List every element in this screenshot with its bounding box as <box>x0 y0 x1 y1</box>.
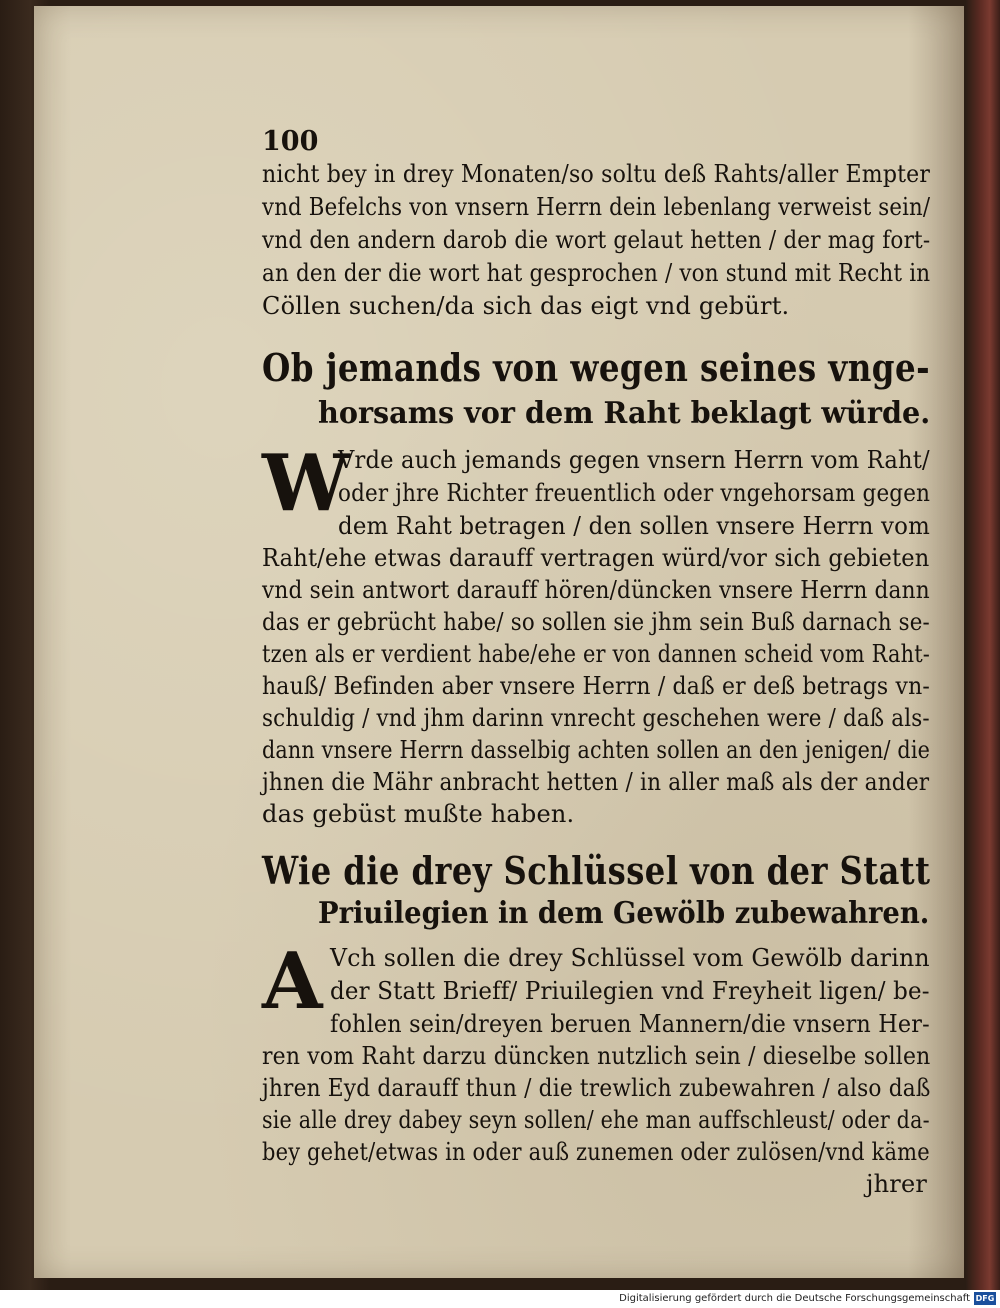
text-line: Cöllen suchen/da sich das eigt vnd gebürt. <box>262 292 790 320</box>
dfg-logo-icon: DFG <box>975 1294 995 1303</box>
section-heading-cont: Priuilegien in dem Gewölb zubewahren. <box>318 896 930 931</box>
footer-credit: Digitalisierung gefördert durch die Deutsche Forschungsgemeinschaft <box>619 1293 970 1304</box>
catchword: jhrer <box>866 1170 928 1198</box>
text-line: jhnen die Mähr anbracht hetten / in aller maß als der ander <box>262 768 930 796</box>
drop-cap: A <box>262 936 323 1027</box>
text-line: bey gehet/etwas in oder auß zunemen oder zulösen/vnd käme <box>262 1138 930 1166</box>
text-line: vnd den andern darob die wort gelaut hetten / der mag fort- <box>262 226 931 254</box>
text-line: dann vnsere Herrn dasselbig achten sollen an den jenigen/ die <box>262 736 931 764</box>
text-line: vnd sein antwort darauff hören/düncken vnsere Herrn dann <box>262 576 930 604</box>
text-line: sie alle drey dabey seyn sollen/ ehe man auffschleust/ oder da- <box>262 1106 930 1134</box>
text-line: dem Raht betragen / den sollen vnsere Herrn vom <box>338 512 931 540</box>
text-line: Vch sollen die drey Schlüssel vom Gewölb darinn <box>330 944 930 972</box>
text-line: jhren Eyd darauff thun / die trewlich zubewahren / also daß <box>262 1074 931 1102</box>
text-line: schuldig / vnd jhm darinn vnrecht geschehen were / daß als- <box>262 704 930 732</box>
drop-cap: W <box>262 438 350 529</box>
text-line: der Statt Brieff/ Priuilegien vnd Freyheit ligen/ be- <box>330 977 930 1005</box>
text-line: das er gebrücht habe/ so sollen sie jhm sein Buß darnach se- <box>262 608 930 636</box>
text-line: oder jhre Richter freuentlich oder vngehorsam gegen <box>338 479 931 507</box>
text-line: nicht bey in drey Monaten/so soltu deß Rahts/aller Empter <box>262 160 931 188</box>
text-line: vnd Befelchs von vnsern Herrn dein lebenlang verweist sein/ <box>262 193 931 221</box>
book-spine <box>966 0 1000 1290</box>
text-line: ren vom Raht darzu düncken nutzlich sein / dieselbe sollen <box>262 1042 931 1070</box>
page-number: 100 <box>262 126 319 157</box>
text-line: hauß/ Befinden aber vnsere Herrn / daß er deß betrags vn- <box>262 672 931 700</box>
text-line: fohlen sein/dreyen beruen Mannern/die vnsern Her- <box>330 1010 930 1038</box>
text-line: das gebüst mußte haben. <box>262 800 575 828</box>
section-heading: Wie die drey Schlüssel von der Statt <box>262 848 931 893</box>
text-line: tzen als er verdient habe/ehe er von dannen scheid vom Raht- <box>262 640 931 668</box>
section-heading-cont: horsams vor dem Raht beklagt würde. <box>318 396 931 431</box>
text-line: Raht/ehe etwas darauff vertragen würd/vor sich gebieten <box>262 544 930 572</box>
section-heading: Ob jemands von wegen seines vnge- <box>262 345 931 390</box>
text-line: Vrde auch jemands gegen vnsern Herrn vom Raht/ <box>338 446 930 474</box>
text-line: an den der die wort hat gesprochen / von stund mit Recht in <box>262 259 931 287</box>
